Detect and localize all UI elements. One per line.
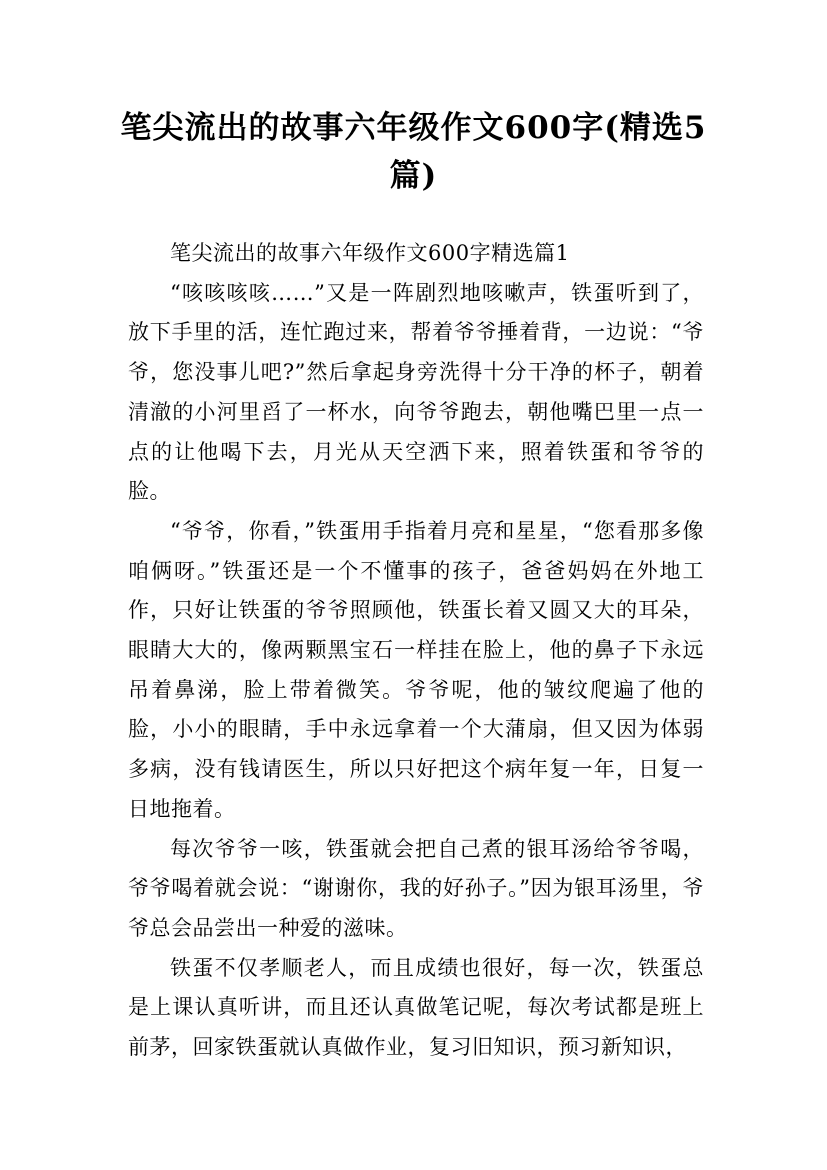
- paragraph-1: “咳咳咳咳……”又是一阵剧烈地咳嗽声，铁蛋听到了，放下手里的活，连忙跑过来，帮着爷爷捶着背，一边说：“爷爷，您没事儿吧?”然后拿起身旁洗得十分干净的杯子，朝着清澈的小河里舀了一杯水，向爷爷跑去，朝他嘴巴里一点一点的让他喝下去，月光从天空洒下来，照着铁蛋和爷爷的脸。: [128, 280, 704, 504]
- document-body: [128, 234, 704, 1068]
- document-title: 笔尖流出的故事六年级作文600字(精选5篇): [120, 110, 707, 194]
- paragraph-3: 每次爷爷一咳，铁蛋就会把自己煮的银耳汤给爷爷喝，爷爷喝着就会说：“谢谢你，我的好孙子。”因为银耳汤里，爷爷总会品尝出一种爱的滋味。: [128, 836, 704, 940]
- paragraph-2: “爷爷，你看，”铁蛋用手指着月亮和星星，“您看那多像咱俩呀。”铁蛋还是一个不懂事的孩子，爸爸妈妈在外地工作，只好让铁蛋的爷爷照顾他，铁蛋长着又圆又大的耳朵，眼睛大大的，像两颗黑宝石一样挂在脸上，他的鼻子下永远吊着鼻涕，脸上带着微笑。爷爷呢，他的皱纹爬遍了他的脸，小小的眼睛，手中永远拿着一个大蒲扇，但又因为体弱多病，没有钱请医生，所以只好把这个病年复一年，日复一日地拖着。: [128, 518, 704, 821]
- paragraph-4: 铁蛋不仅孝顺老人，而且成绩也很好，每一次，铁蛋总是上课认真听讲，而且还认真做笔记呢，每次考试都是班上前茅，回家铁蛋就认真做作业，复习旧知识，预习新知识，: [128, 955, 704, 1060]
- section-heading: 笔尖流出的故事六年级作文600字精选篇1: [170, 241, 570, 265]
